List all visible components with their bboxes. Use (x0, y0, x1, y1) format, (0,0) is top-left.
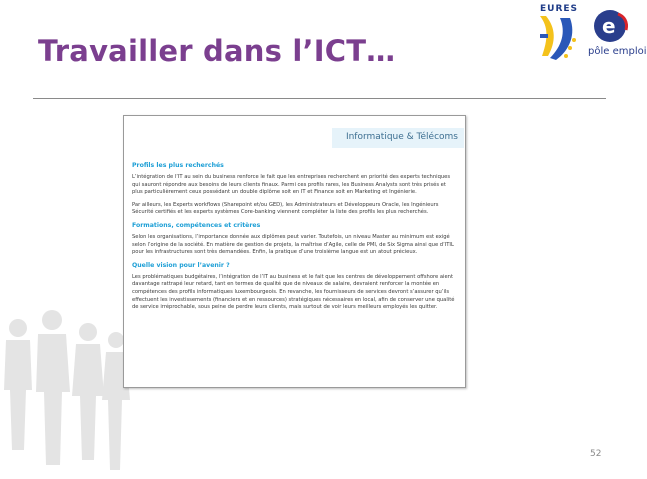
document-section (132, 222, 458, 257)
section-paragraph: L’intégration de l’IT au sein du business renforce le fait que les entreprises recherchent en priorité des experts techniques qui sauront répondre aux besoins de leurs clients finaux. Parmi ces profils rares, les Business Analysts sont très prisés et plus particulièrement ceux possédant un double diplôme soit en IT et Finance soit en Marketing et Ingénierie. (132, 174, 451, 196)
pole-emploi-text: pôle emploi (588, 46, 647, 57)
document-excerpt (123, 115, 466, 388)
people-silhouettes-decoration (0, 300, 130, 479)
section-heading: Profils les plus recherchés (132, 162, 224, 169)
section-paragraph: Par ailleurs, les Experts workflows (Sharepoint et/ou GED), les Administrateurs et Développeurs Oracle, les Ingénieurs Sécurité certifiés et les experts systèmes Core-banking viennent compléter la liste des profils les plus recherchés. (132, 201, 439, 216)
document-section (132, 262, 458, 312)
section-heading: Formations, compétences et critères (132, 221, 261, 229)
document-banner (332, 128, 464, 148)
document-body (132, 162, 458, 317)
svg-text:e: e (602, 14, 616, 38)
section-heading: Quelle vision pour l’avenir ? (132, 261, 230, 269)
section-paragraph: Les problématiques budgétaires, l’intégration de l’IT au business et le fait que les centres de développement offshore aient davantage rattrapé leur retard, tant en termes de qualité que de niveaux de salaire, devraient renforcer la montée en compétences des profils informatiques luxembourgeois. En revanche, les fournisseurs de services devront s’assurer qu’ils effectuent les investissements (financiers et en ressources) stratégiques nécessaires en local, afin de conserver une qualité de service irréprochable, sous peine de perdre leurs clients, mais surtout de voir leurs meilleurs employés les quitter. (132, 273, 455, 311)
eures-logo (536, 4, 580, 62)
slide-title: Travailler dans l’ICT… (38, 34, 396, 68)
logo-group (536, 4, 647, 66)
pole-emploi-emblem-icon (588, 6, 636, 46)
document-banner-text: Informatique & Télécoms (345, 132, 458, 142)
document-section (132, 162, 458, 217)
page-number: 52 (590, 449, 602, 459)
section-paragraph: Selon les organisations, l’importance donnée aux diplômes peut varier. Toutefois, un niveau Master au minimum est exigé selon l’origine de la société. En matière de gestion de projets, la maîtrise d’Agile, celle de PMI, de Six Sigma ainsi que d’ITIL pour les infrastructures sont très demandées. Enfin, la pratique d’une troisième langue est un atout précieux. (132, 233, 454, 256)
eures-logo-text: EURES (540, 4, 579, 14)
pole-emploi-logo (588, 6, 647, 66)
title-divider (33, 98, 606, 99)
